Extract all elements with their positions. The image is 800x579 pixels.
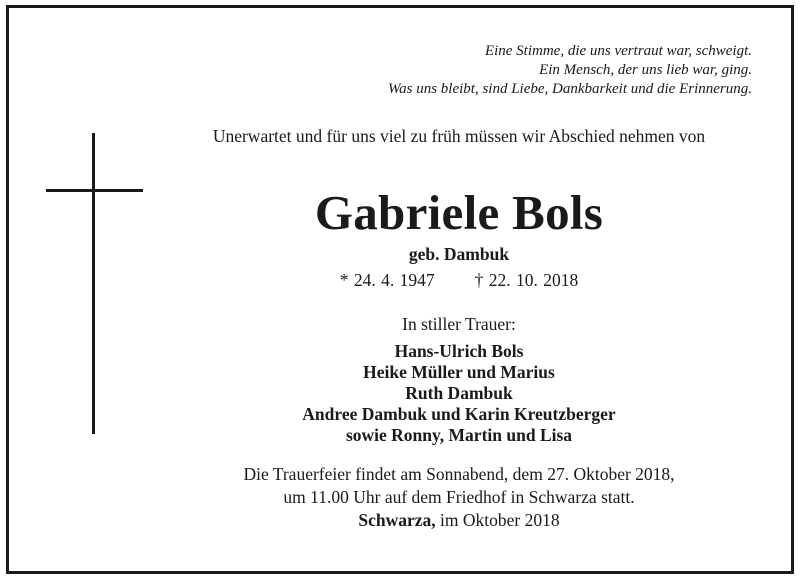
memorial-quote [388, 42, 752, 99]
service-line: Die Trauerfeier findet am Sonnabend, dem 27. Oktober 2018, [243, 464, 675, 484]
deceased-name: Gabriele Bols [314, 185, 604, 240]
mourner-name: sowie Ronny, Martin und Lisa [345, 425, 573, 445]
mourner-name: Hans-Ulrich Bols [394, 341, 524, 361]
intro-text: Unerwartet und für uns viel zu früh müssen wir Abschied nehmen von [212, 126, 706, 146]
quote-line: Was uns bleibt, sind Liebe, Dankbarkeit und die Erinnerung. [388, 81, 752, 97]
notice-date: im Oktober 2018 [440, 510, 560, 530]
place-date-line [0, 509, 800, 532]
mourners-list [0, 341, 800, 446]
mourning-heading: In stiller Trauer: [402, 314, 516, 334]
death-date: † 22. 10. 2018 [474, 270, 579, 290]
place-name: Schwarza, [358, 510, 436, 530]
mourner-name: Ruth Dambuk [405, 383, 513, 403]
life-dates [0, 270, 800, 291]
funeral-service-info [0, 463, 800, 532]
service-line: um 11.00 Uhr auf dem Friedhof in Schwarza statt. [283, 487, 635, 507]
mourner-name: Andree Dambuk und Karin Kreutzberger [302, 404, 616, 424]
birth-date: * 24. 4. 1947 [339, 270, 435, 290]
quote-line: Eine Stimme, die uns vertraut war, schweigt. [484, 43, 752, 59]
birth-name: geb. Dambuk [408, 244, 510, 264]
mourner-name: Heike Müller und Marius [363, 362, 555, 382]
quote-line: Ein Mensch, der uns lieb war, ging. [539, 62, 752, 78]
